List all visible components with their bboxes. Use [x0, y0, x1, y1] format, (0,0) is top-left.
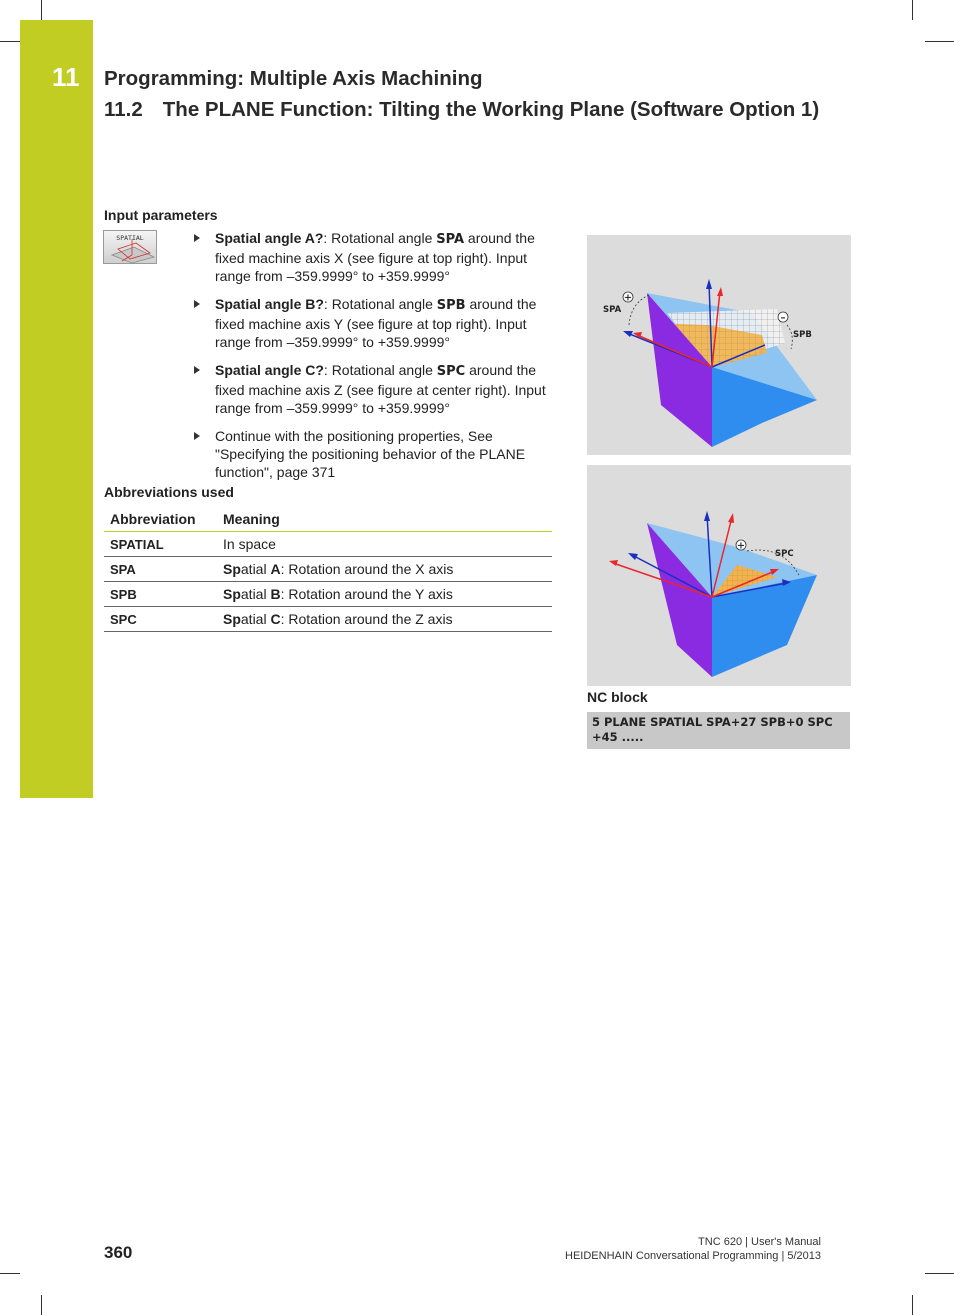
chapter-sidebar [20, 20, 93, 798]
table-header-row [104, 506, 552, 532]
chapter-title: Programming: Multiple Axis Machining [104, 67, 483, 90]
column-header: Meaning [217, 506, 552, 532]
parameter-spb [192, 295, 552, 351]
page-number: 360 [104, 1243, 133, 1262]
parameter-term: Spatial angle A? [215, 230, 324, 246]
abbreviation-cell: SPB [104, 582, 217, 607]
nc-line: +45 ..... [592, 730, 644, 744]
parameter-text: : Rotational angle [323, 362, 437, 378]
abbreviations-heading: Abbreviations used [104, 484, 234, 500]
parameter-text: around the fixed machine axis Y (see figure at top right). Input range from –359.9999° to +359.9999° [215, 296, 537, 350]
parameter-continue [192, 427, 552, 481]
parameter-term: Spatial angle C? [215, 362, 324, 378]
parameter-text: Continue with the positioning properties, See "Specifying the positioning behavior of the PLANE function", page 371 [215, 428, 526, 480]
meaning-text: : Rotation around the X axis [280, 561, 454, 577]
crop-mark [0, 41, 20, 42]
arrow-icon [194, 366, 200, 374]
parameter-text: around the fixed machine axis X (see figure at top right). Input range from –359.9999° to +359.9999° [215, 230, 535, 284]
spb-label: SPB [793, 330, 812, 340]
abbreviation-cell: SPC [104, 607, 217, 632]
meaning-cell: In space [217, 532, 552, 557]
crop-mark [41, 0, 42, 20]
chapter-number: 11 [52, 62, 80, 92]
table-row [104, 607, 552, 632]
figure-top-spa-spb [587, 235, 851, 455]
abbreviation-cell: SPA [104, 557, 217, 582]
section-title-text: The PLANE Function: Tilting the Working Plane (Software Option 1) [162, 98, 820, 121]
nc-block-code [587, 712, 850, 749]
meaning-cell [217, 557, 552, 582]
parameter-text: : Rotational angle [323, 230, 437, 246]
spatial-softkey[interactable] [103, 230, 157, 264]
meaning-text: atial [240, 586, 271, 602]
parameter-term: Spatial angle B? [215, 296, 324, 312]
crop-mark [925, 41, 954, 42]
crop-mark [0, 1273, 20, 1274]
parameter-spa [192, 229, 552, 285]
meaning-text: atial [240, 561, 271, 577]
sign-plus: + [736, 540, 746, 552]
parameter-code: SPB [436, 298, 466, 313]
sign-minus: – [780, 312, 786, 324]
meaning-text: atial [240, 611, 271, 627]
softkey-label: SPATIAL [116, 234, 144, 242]
meaning-bold: Sp [223, 561, 241, 577]
spc-label: SPC [775, 549, 794, 559]
sign-plus: + [623, 292, 633, 304]
crop-mark [912, 0, 913, 20]
meaning-bold: C [270, 611, 281, 627]
arrow-icon [194, 234, 200, 242]
parameter-text: around the fixed machine axis Z (see figure at center right). Input range from –359.9999° to +359.9999° [215, 362, 546, 416]
table-row [104, 557, 552, 582]
parameter-code: SPC [436, 364, 466, 379]
section-number: 11.2 [104, 98, 143, 121]
spa-label: SPA [603, 305, 622, 315]
parameter-text: : Rotational angle [323, 296, 437, 312]
meaning-bold: B [270, 586, 281, 602]
abbreviations-table [104, 506, 552, 632]
parameter-list [192, 229, 552, 491]
crop-mark [41, 1295, 42, 1315]
footer-line: HEIDENHAIN Conversational Programming | 5/2013 [565, 1250, 821, 1262]
meaning-cell [217, 607, 552, 632]
nc-block-heading: NC block [587, 689, 648, 705]
meaning-cell [217, 582, 552, 607]
crop-mark [925, 1273, 954, 1274]
arrow-icon [194, 300, 200, 308]
parameter-spc [192, 361, 552, 417]
nc-line: 5 PLANE SPATIAL SPA+27 SPB+0 SPC [592, 715, 833, 729]
arrow-icon [194, 432, 200, 440]
footer-info [565, 1235, 821, 1263]
crop-mark [912, 1295, 913, 1315]
parameter-code: SPA [436, 232, 465, 247]
footer-line: TNC 620 | User's Manual [698, 1236, 821, 1248]
figure-center-spc [587, 465, 851, 686]
abbreviation-cell: SPATIAL [104, 532, 217, 557]
input-parameters-heading: Input parameters [104, 207, 218, 223]
meaning-bold: Sp [223, 611, 241, 627]
table-row [104, 582, 552, 607]
meaning-bold: A [270, 561, 281, 577]
softkey-plane-icon [104, 231, 158, 265]
section-title [104, 98, 819, 122]
meaning-text: : Rotation around the Y axis [280, 586, 453, 602]
meaning-text: : Rotation around the Z axis [280, 611, 453, 627]
meaning-bold: Sp [223, 586, 241, 602]
column-header: Abbreviation [104, 506, 217, 532]
table-row [104, 532, 552, 557]
